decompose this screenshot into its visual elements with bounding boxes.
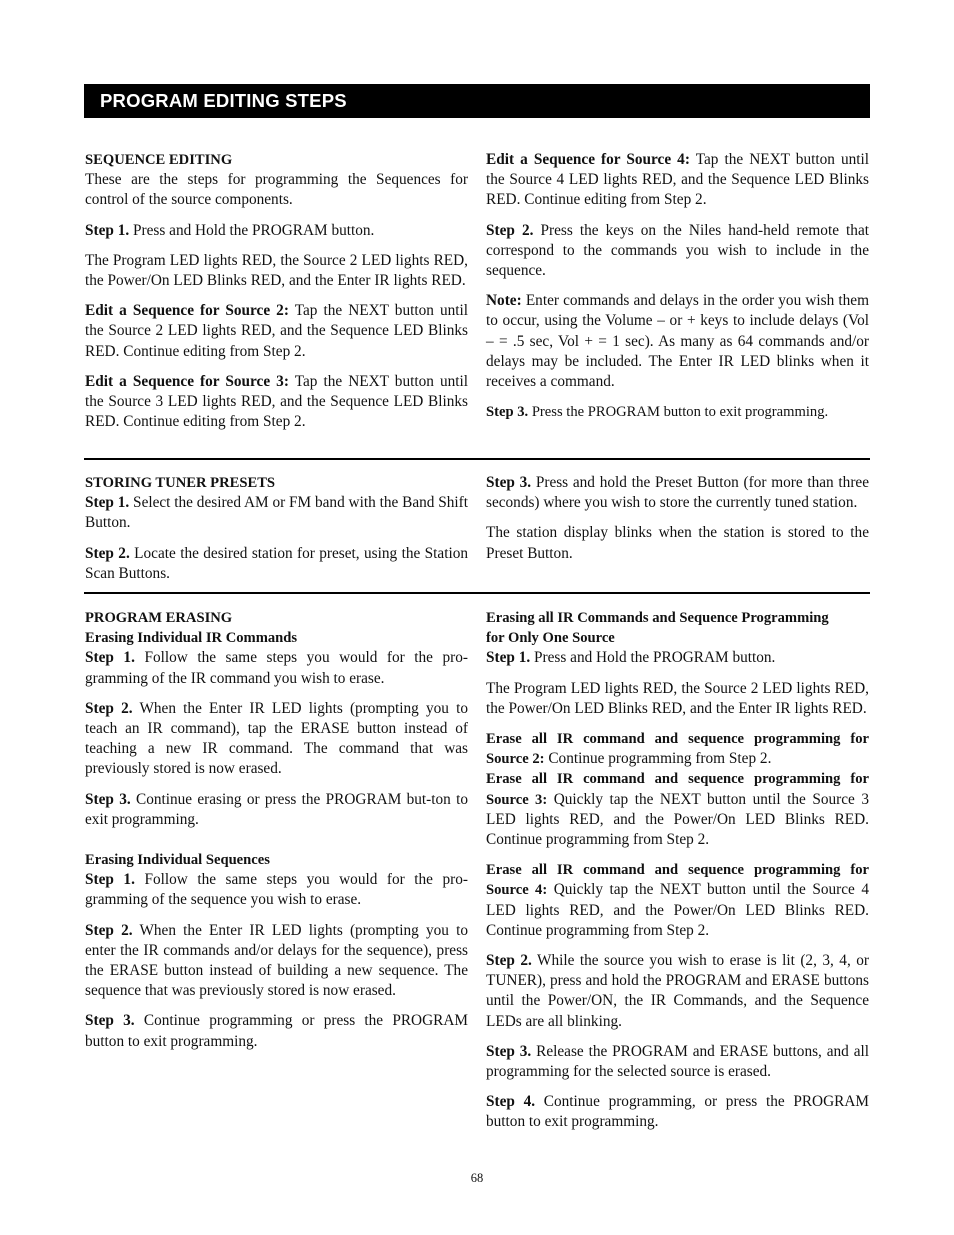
program-erasing-left (85, 608, 468, 1062)
sequence-editing-heading: SEQUENCE EDITING (85, 152, 233, 168)
erase-ir-step-1: Step 1. Follow the same steps you would for the pro-gramming of the IR command you wish to erase. (85, 649, 468, 687)
page-number: 68 (470, 1171, 484, 1185)
erase-ir-step-3: Step 3. Continue erasing or press the PROGRAM but-ton to exit programming. (85, 790, 468, 828)
sequence-editing-right (486, 150, 869, 432)
erase-all-step-1: Step 1. Press and Hold the PROGRAM button. (486, 649, 776, 667)
erase-seq-step-3: Step 3. Continue programming or press the PROGRAM button to exit programming. (85, 1012, 468, 1050)
program-erasing-heading: PROGRAM ERASING (85, 610, 233, 626)
tuner-presets-left (85, 473, 468, 594)
erase-seq-heading: Erasing Individual Sequences (85, 852, 270, 869)
sequence-editing-intro: These are the steps for programming the Sequences for control of the source components. (85, 171, 468, 209)
tuner-presets-heading: STORING TUNER PRESETS (85, 475, 276, 491)
tuner-blink-text: The station display blinks when the station is stored to the Preset Button. (486, 524, 869, 562)
erase-ir-step-2: Step 2. When the Enter IR LED lights (prompting you to teach an IR command), tap the ERASE button instead of teaching a new IR command. The command that was previously stored is now erased. (85, 699, 468, 778)
tuner-step-3: Step 3. Press and hold the Preset Button (for more than three seconds) where you wish to store the currently tuned station. (486, 474, 869, 512)
sequence-note: Note: Enter commands and delays in the order you wish them to occur, using the Volume – or + keys to include delays (Vol – = .5 sec, Vol + = 1 sec). As many as 64 commands and/or delays may be included. The Enter IR LED blinks when it receives a command. (486, 292, 869, 391)
section-title-bar (84, 84, 870, 118)
erase-seq-step-2: Step 2. When the Enter IR LED lights (prompting you to enter the IR commands and/or delays for the sequence), press the ERASE button instead of building a new sequence. The sequence that was previously stored is now erased. (85, 921, 468, 1000)
tuner-step-1: Step 1. Select the desired AM or FM band with the Band Shift Button. (85, 494, 468, 532)
sequence-step-2: Step 2. Press the keys on the Niles hand-held remote that correspond to the commands you wish to include in the sequence. (486, 221, 869, 280)
sequence-step-1: Step 1. Press and Hold the PROGRAM button. (85, 221, 375, 239)
erase-all-led-text: The Program LED lights RED, the Source 2 LED lights RED, the Power/On LED Blinks RED, and the Enter IR lights RED. (486, 679, 869, 717)
erase-all-step-4: Step 4. Continue programming, or press the PROGRAM button to exit programming. (486, 1093, 869, 1131)
sequence-step-3: Step 3. Press the PROGRAM button to exit programming. (486, 404, 829, 421)
section-divider-1 (84, 458, 870, 460)
sequence-source-3: Edit a Sequence for Source 3: Tap the NEXT button until the Source 3 LED lights RED, and the Sequence LED Blinks RED. Continue editing from Step 2. (85, 372, 468, 431)
section-divider-2 (84, 592, 870, 594)
erase-all-step-2: Step 2. While the source you wish to erase is lit (2, 3, 4, or TUNER), press and hold the PROGRAM and ERASE buttons until the Power/ON, the IR Commands, and the Sequence LEDs are all blinking. (486, 952, 869, 1030)
sequence-editing-left (85, 150, 468, 442)
page-title: PROGRAM EDITING STEPS (100, 90, 347, 111)
program-erasing-right (486, 608, 869, 1143)
erase-seq-step-1: Step 1. Follow the same steps you would for the pro-gramming of the sequence you wish to erase. (85, 871, 468, 909)
tuner-presets-right (486, 473, 869, 574)
erase-source-3: Erase all IR command and sequence programming for Source 3: Quickly tap the NEXT button until the Source 3 LED lights RED, and the Power/On LED Blinks RED. Continue programming from Step 2. (486, 771, 869, 849)
erase-ir-heading: Erasing Individual IR Commands (85, 630, 298, 647)
sequence-led-text: The Program LED lights RED, the Source 2 LED lights RED, the Power/On LED Blinks RED, and the Enter IR lights RED. (85, 251, 468, 290)
erase-source-4: Erase all IR command and sequence programming for Source 4: Quickly tap the NEXT button until the Source 4 LED lights RED, and the Power/On LED Blinks RED. Continue programming from Step 2. (486, 862, 869, 939)
tuner-step-2: Step 2. Locate the desired station for preset, using the Station Scan Buttons. (85, 544, 468, 582)
sequence-source-4: Edit a Sequence for Source 4: Tap the NEXT button until the Source 4 LED lights RED, and the Sequence LED Blinks RED. Continue editing from Step 2. (486, 151, 869, 209)
erase-all-heading: Erasing all IR Commands and Sequence Programming for Only One Source (486, 610, 829, 647)
erase-all-step-3: Step 3. Release the PROGRAM and ERASE buttons, and all programming for the selected source is erased. (486, 1042, 870, 1081)
sequence-source-2: Edit a Sequence for Source 2: Tap the NEXT button until the Source 2 LED lights RED, and the Sequence LED Blinks RED. Continue editing from Step 2. (85, 302, 468, 360)
erase-source-2: Erase all IR command and sequence programming for Source 2: Continue programming from Step 2. (486, 731, 869, 768)
